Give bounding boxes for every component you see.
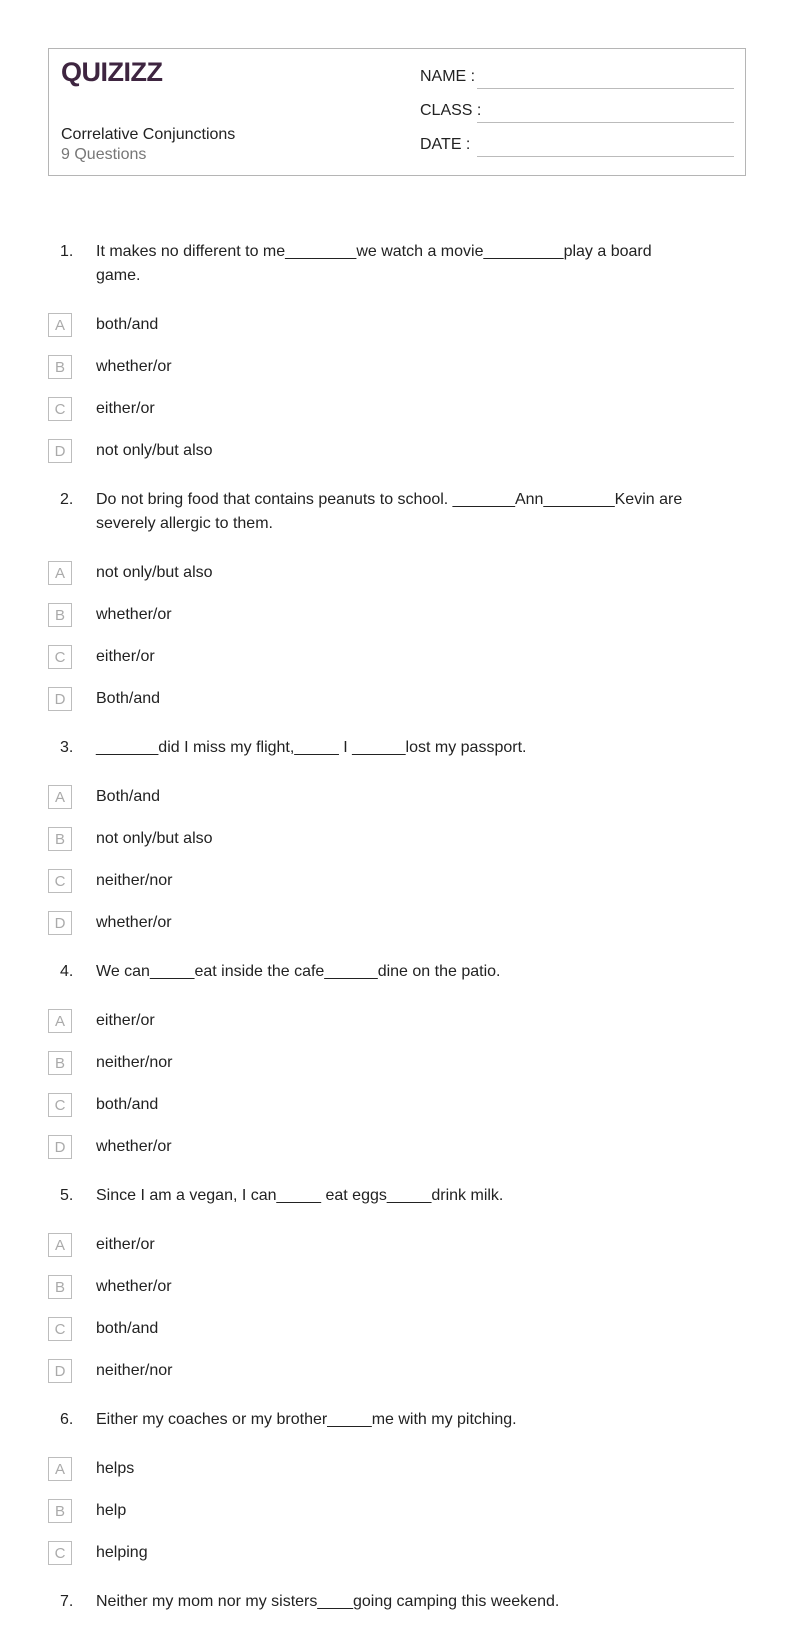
class-field[interactable]: CLASS : bbox=[420, 102, 734, 124]
question-count: 9 Questions bbox=[61, 146, 147, 163]
option-letter-box[interactable]: D bbox=[48, 1359, 72, 1383]
option-letter-box[interactable]: B bbox=[48, 827, 72, 851]
option-letter-box[interactable]: C bbox=[48, 397, 72, 421]
question-text: Do not bring food that contains peanuts to school. _______Ann________Kevin are severely allergic to them. bbox=[96, 491, 683, 532]
name-field[interactable]: NAME : bbox=[420, 68, 734, 90]
option-letter-box[interactable]: C bbox=[48, 1541, 72, 1565]
option-letter-box[interactable]: B bbox=[48, 1051, 72, 1075]
answer-option[interactable] bbox=[48, 1084, 397, 1126]
option-text: whether/or bbox=[96, 1278, 172, 1295]
answer-option[interactable] bbox=[48, 304, 397, 346]
answer-option[interactable] bbox=[48, 818, 397, 860]
answer-option[interactable] bbox=[48, 1448, 397, 1490]
question-text: It makes no different to me________we watch a movie_________play a board game. bbox=[96, 243, 652, 284]
question-list bbox=[48, 240, 745, 1630]
answer-option[interactable] bbox=[48, 1308, 397, 1350]
option-letter-box[interactable]: A bbox=[48, 1457, 72, 1481]
answer-option[interactable] bbox=[48, 636, 397, 678]
option-letter-box[interactable]: D bbox=[48, 911, 72, 935]
option-text: Both/and bbox=[96, 690, 161, 707]
option-letter-box[interactable]: C bbox=[48, 869, 72, 893]
option-text: not only/but also bbox=[96, 442, 213, 459]
option-text: either/or bbox=[96, 1236, 155, 1253]
answer-option[interactable] bbox=[48, 1532, 397, 1574]
answer-option[interactable] bbox=[48, 388, 397, 430]
option-letter-box[interactable]: C bbox=[48, 645, 72, 669]
option-letter-box[interactable]: A bbox=[48, 1009, 72, 1033]
answer-option[interactable] bbox=[48, 860, 397, 902]
option-text: whether/or bbox=[96, 914, 172, 931]
question bbox=[48, 240, 745, 472]
option-letter-box[interactable]: C bbox=[48, 1093, 72, 1117]
option-letter-box[interactable]: B bbox=[48, 603, 72, 627]
option-text: both/and bbox=[96, 1320, 159, 1337]
question-number: 6. bbox=[60, 1411, 74, 1428]
option-text: whether/or bbox=[96, 358, 172, 375]
option-letter-box[interactable]: A bbox=[48, 313, 72, 337]
question-text: _______did I miss my flight,_____ I ______lost my passport. bbox=[96, 739, 527, 756]
worksheet-title: Correlative Conjunctions bbox=[61, 126, 236, 143]
option-text: neither/nor bbox=[96, 1054, 173, 1071]
option-text: both/and bbox=[96, 316, 159, 333]
answer-option[interactable] bbox=[48, 1000, 397, 1042]
option-text: either/or bbox=[96, 648, 155, 665]
answer-option[interactable] bbox=[48, 1266, 397, 1308]
answer-option[interactable] bbox=[48, 594, 397, 636]
question-number: 3. bbox=[60, 739, 74, 756]
option-text: both/and bbox=[96, 1096, 159, 1113]
question-number: 7. bbox=[60, 1593, 74, 1610]
option-text: not only/but also bbox=[96, 564, 213, 581]
option-text: neither/nor bbox=[96, 1362, 173, 1379]
option-letter-box[interactable]: B bbox=[48, 355, 72, 379]
option-text: Both/and bbox=[96, 788, 161, 805]
option-letter-box[interactable]: B bbox=[48, 1275, 72, 1299]
question bbox=[48, 1408, 745, 1574]
answer-option[interactable] bbox=[48, 1490, 397, 1532]
option-letter-box[interactable]: B bbox=[48, 1499, 72, 1523]
option-text: help bbox=[96, 1502, 127, 1519]
question-text: Either my coaches or my brother_____me with my pitching. bbox=[96, 1411, 517, 1428]
option-text: helping bbox=[96, 1544, 148, 1561]
answer-option[interactable] bbox=[48, 1224, 397, 1266]
option-text: helps bbox=[96, 1460, 135, 1477]
option-letter-box[interactable]: D bbox=[48, 687, 72, 711]
answer-option[interactable] bbox=[48, 1350, 397, 1392]
option-text: whether/or bbox=[96, 606, 172, 623]
option-letter-box[interactable]: C bbox=[48, 1317, 72, 1341]
question bbox=[48, 1590, 745, 1614]
question-number: 5. bbox=[60, 1187, 74, 1204]
answer-option[interactable] bbox=[48, 552, 397, 594]
answer-option[interactable] bbox=[48, 678, 397, 720]
question-number: 2. bbox=[60, 491, 74, 508]
option-letter-box[interactable]: D bbox=[48, 439, 72, 463]
answer-option[interactable] bbox=[48, 1042, 397, 1084]
question-number: 4. bbox=[60, 963, 74, 980]
question bbox=[48, 488, 745, 720]
option-letter-box[interactable]: A bbox=[48, 785, 72, 809]
date-field[interactable]: DATE : bbox=[420, 136, 734, 158]
option-text: not only/but also bbox=[96, 830, 213, 847]
option-letter-box[interactable]: A bbox=[48, 1233, 72, 1257]
question bbox=[48, 1184, 745, 1392]
answer-option[interactable] bbox=[48, 902, 397, 944]
option-text: either/or bbox=[96, 400, 155, 417]
question bbox=[48, 736, 745, 944]
question-text: Since I am a vegan, I can_____ eat eggs_____drink milk. bbox=[96, 1187, 504, 1204]
option-text: either/or bbox=[96, 1012, 155, 1029]
question bbox=[48, 960, 745, 1168]
answer-option[interactable] bbox=[48, 776, 397, 818]
question-text: Neither my mom nor my sisters____going camping this weekend. bbox=[96, 1593, 560, 1610]
option-letter-box[interactable]: D bbox=[48, 1135, 72, 1159]
option-text: neither/nor bbox=[96, 872, 173, 889]
worksheet-header bbox=[48, 48, 746, 176]
question-number: 1. bbox=[60, 243, 74, 260]
answer-option[interactable] bbox=[48, 430, 397, 472]
option-text: whether/or bbox=[96, 1138, 172, 1155]
option-letter-box[interactable]: A bbox=[48, 561, 72, 585]
question-text: We can_____eat inside the cafe______dine on the patio. bbox=[96, 963, 501, 980]
answer-option[interactable] bbox=[48, 1126, 397, 1168]
quizizz-logo: QUIZIZZ bbox=[61, 57, 163, 87]
answer-option[interactable] bbox=[48, 346, 397, 388]
